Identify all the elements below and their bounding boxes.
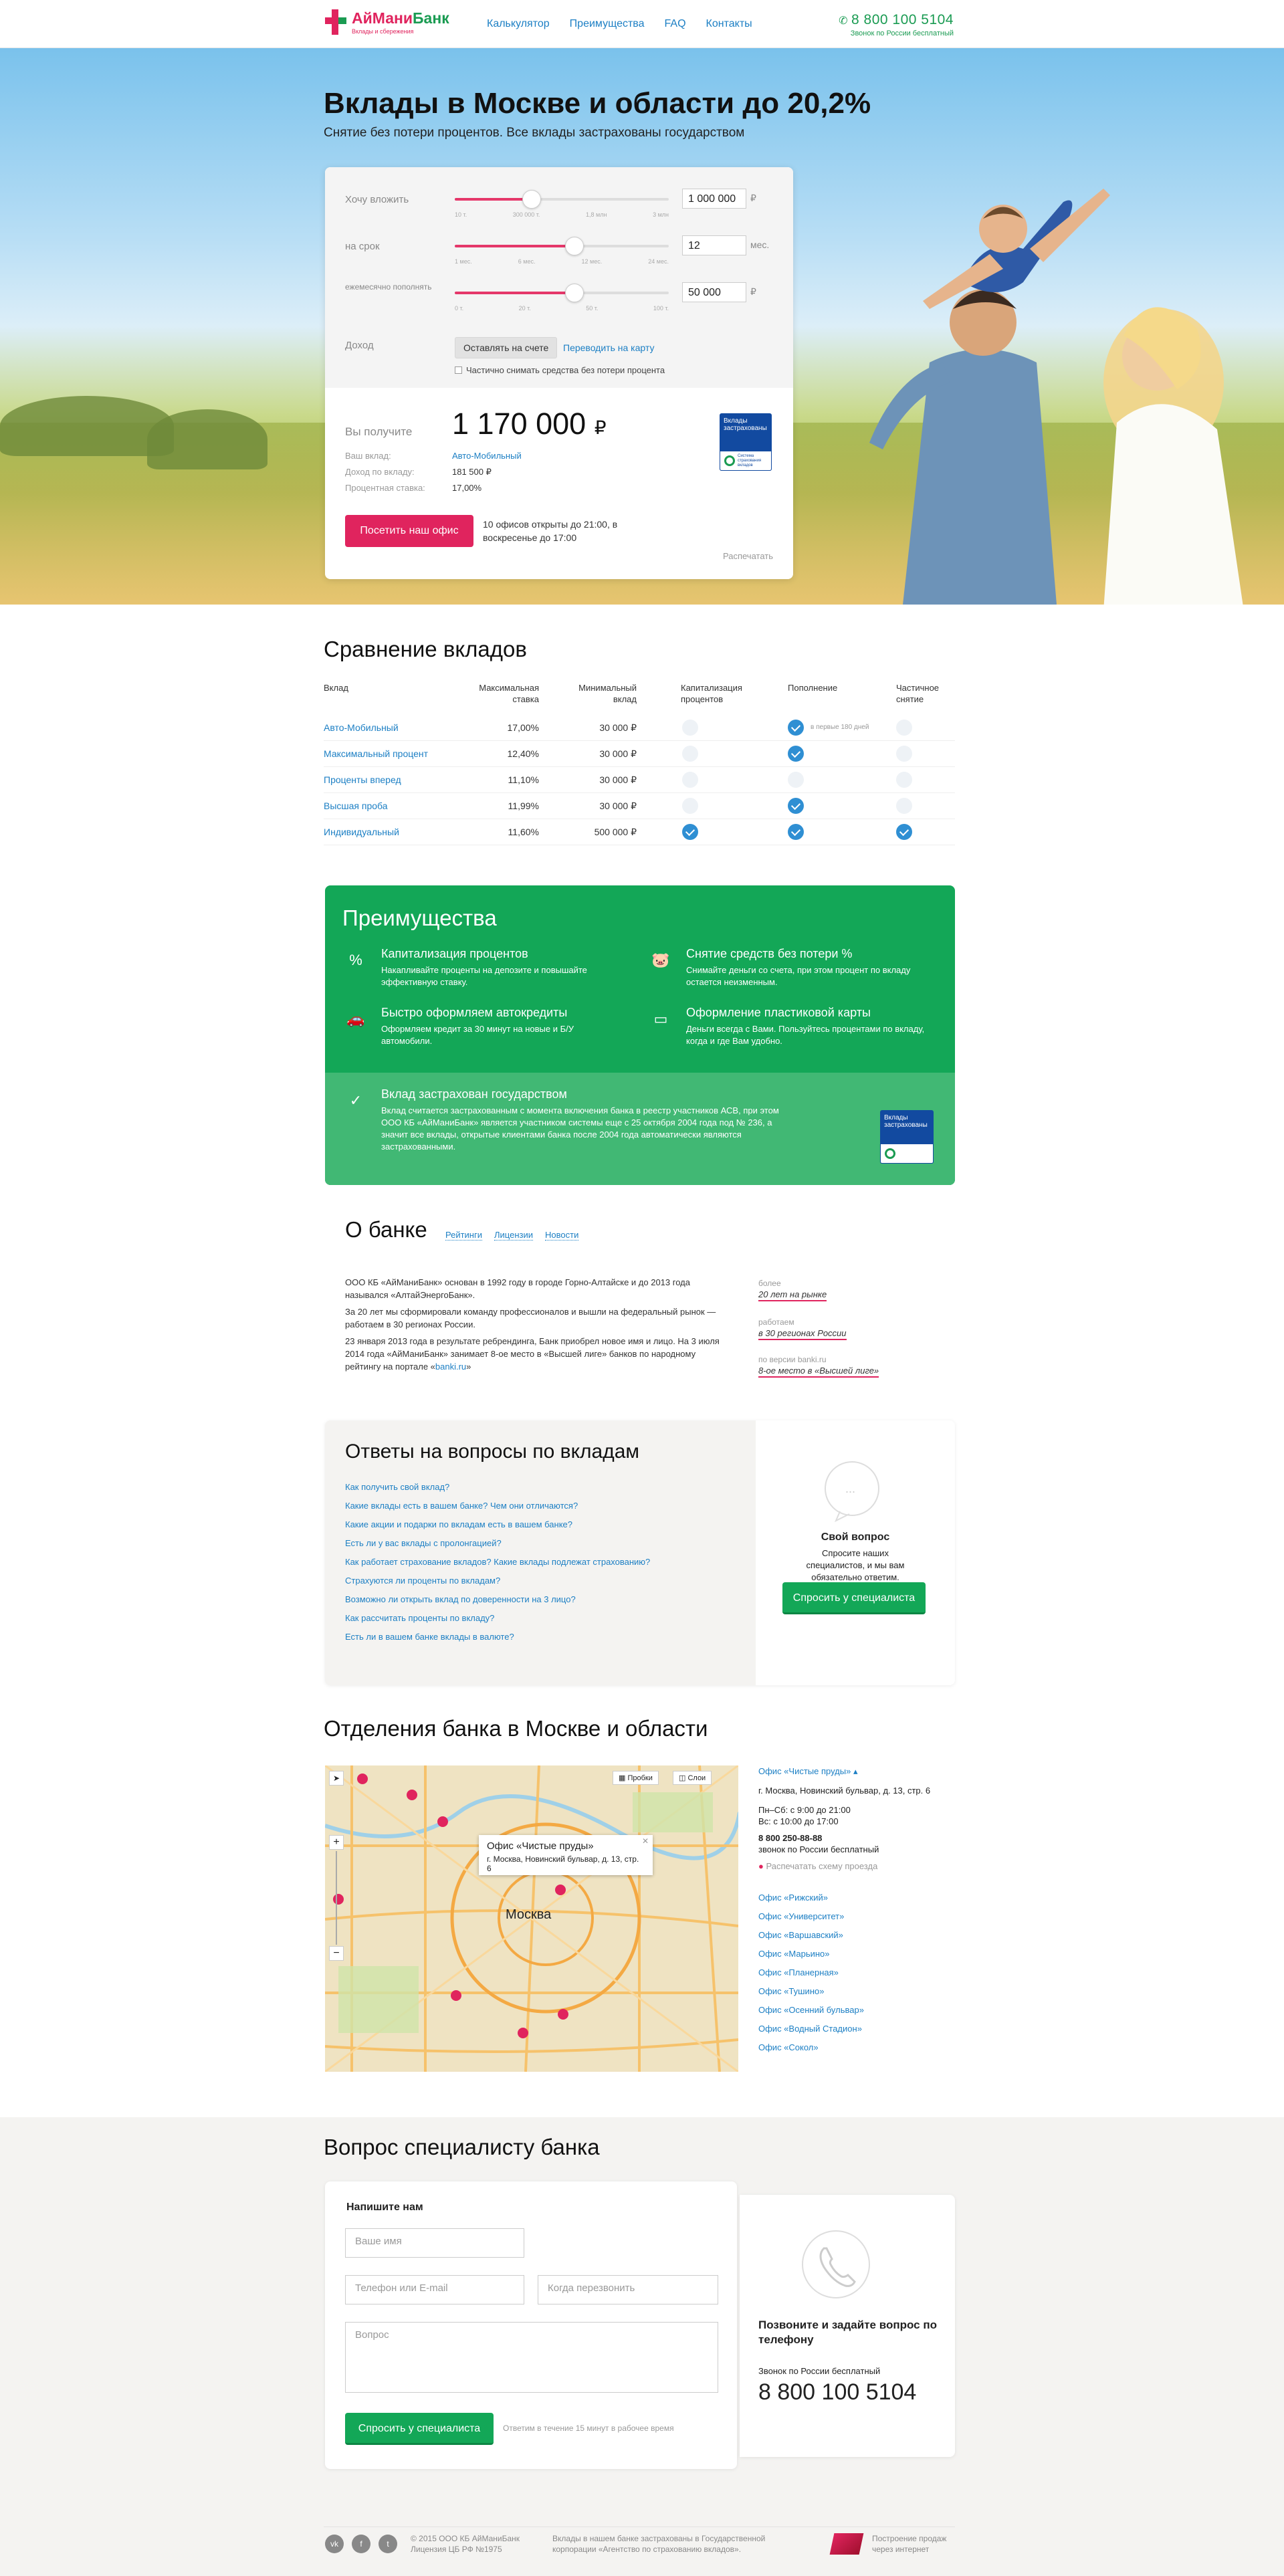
keep-on-account-button[interactable]: Оставлять на счете [455,337,557,358]
insured-badge: Вклады застрахованы [880,1110,934,1164]
print-link[interactable]: Распечатать [722,551,773,561]
office-phone: 8 800 250-88-88 [758,1833,823,1843]
popup-address: г. Москва, Новинский бульвар, д. 13, стр. 6 [487,1854,639,1873]
call-note: Звонок по России бесплатный [758,2366,881,2376]
hero-trees-2 [147,409,268,469]
branches-title: Отделения банка в Москве и области [324,1716,708,1741]
insurance-note: Вклады в нашем банке застрахованы в Государственной корпорации «Агентство по страхованию вкладов». [552,2534,766,2554]
office-link[interactable]: Офис «Осенний бульвар» [758,2005,864,2015]
phone-handset-icon [801,2230,871,2299]
col-header: Вклад [324,683,348,693]
main-nav [487,18,752,30]
call-phone[interactable]: 8 800 100 5104 [758,2379,917,2405]
deposit-name-link[interactable]: Максимальный процент [324,748,429,759]
monthly-label: ежемесячно пополнять [345,282,432,292]
about-stat: работаем в 30 регионах России [758,1317,847,1340]
map-pin [333,1894,344,1905]
benefits-block: Преимущества % Капитализация процентов Накапливайте проценты на депозите и повышайте эффективную ставку. 🐷 Снятие средств без потери % Снимайте деньги со счета, при этом процент по вкладу остается неизменным. 🚗 Быстро оформляем автокредиты Оформляем кредит за 30 минут на новые и Б/У автомобили. ▭ Оформление пластиковой карты Деньги всегда с Вами. Пользуйтесь процентами по вкладу, когда и где Вам удобно. ✓ Вклад застрахован государством Вклад считается застрахованным с момента включения банка в реестр участников АСВ, при этом ООО КБ «АйМаниБанк» является участником системы еще с 25 октября 2004 года под № 236, а значит все вклады, открытые клиентами банка после 2004 года автоматически являются застрахованными. Вклады застрахованы [325,885,955,1185]
col-header: Пополнение [788,683,838,693]
offices-note: 10 офисов открыты до 21:00, в воскресенье до 17:00 [483,519,618,543]
capitalization-icon [682,720,698,736]
office-link[interactable]: Офис «Водный Стадион» [758,2024,862,2034]
monthly-ticks: 0 т. 20 т. 50 т. 100 т. [455,305,669,312]
zoom-slider[interactable] [336,1851,337,1945]
tab-ratings[interactable]: Рейтинги [445,1230,482,1240]
compare-row [324,820,955,845]
withdraw-icon [896,798,912,814]
faq-question-link[interactable]: Страхуются ли проценты по вкладам? [345,1576,501,1586]
detail-value: 17,00% [452,483,482,493]
about-title: О банке [345,1217,427,1242]
benefits-title: Преимущества [342,905,497,930]
faq-list [345,1482,733,1650]
print-route-link[interactable]: ● Распечатать схему проезда [758,1861,878,1871]
office-link[interactable]: Офис «Университет» [758,1911,845,1921]
monthly-slider[interactable] [455,292,669,294]
twitter-icon[interactable]: t [379,2535,397,2553]
term-input[interactable]: 12 [682,235,746,255]
topup-icon [788,746,804,762]
amount-ticks: 10 т. 300 000 т. 1,8 млн 3 млн [455,211,669,218]
family-photo [802,142,1284,605]
compare-row [324,768,955,793]
tab-news[interactable]: Новости [545,1230,579,1240]
popup-title: Офис «Чистые пруды» [487,1840,594,1852]
monthly-unit: ₽ [750,286,756,297]
monthly-input[interactable]: 50 000 [682,282,746,302]
popup-close-icon[interactable]: ✕ [641,1836,649,1846]
faq-block [325,1420,955,1685]
location-pin-icon: ● [758,1861,766,1871]
branches-map[interactable] [325,1765,738,2072]
col-header: Частичное снятие [896,683,940,704]
map-city-label: Москва [506,1907,552,1922]
deposit-min: 30 000 ₽ [599,800,637,811]
layers-icon: ◫ [679,1774,688,1782]
nav-faq[interactable]: FAQ [664,18,686,29]
submit-note: Ответим в течение 15 минут в рабочее время [503,2424,674,2433]
hero-title: Вклады в Москве и области до 20,2% [324,87,871,120]
svg-text:...: ... [845,1482,856,1495]
office-link[interactable]: Офис «Варшавский» [758,1930,843,1940]
tab-licenses[interactable]: Лицензии [494,1230,533,1240]
about-paragraph: 23 января 2013 года в результате ребрендинга, Банк приобрел новое имя и лицо. На 3 июля 2014 года «АйМаниБанк» занимает 8-ое место в «Высшей лиге» банков по народному рейтингу на портале «banki.ru» [345,1336,720,1372]
deposit-min: 500 000 ₽ [594,827,637,837]
zoom-in-icon[interactable]: + [329,1835,344,1850]
capitalization-icon [682,824,698,840]
insured-badge: Вклады застрахованы Система страхования вкладов [720,413,772,471]
compare-row [324,716,955,741]
term-ticks: 1 мес. 6 мес. 12 мес. 24 мес. [455,258,669,265]
result-label: Вы получите [345,425,413,438]
question-title: Вопрос специалисту банка [324,2135,600,2159]
faq-question-link[interactable]: Какие акции и подарки по вкладам есть в вашем банке? [345,1519,572,1529]
monthly-slider-handle[interactable] [565,284,584,302]
faq-question-link[interactable]: Как получить свой вклад? [345,1482,450,1492]
amount-label: Хочу вложить [345,194,409,205]
withdraw-icon [896,772,912,788]
checkbox-icon[interactable] [455,366,462,374]
card-icon: ▭ [653,1010,668,1027]
phone-icon: ✆ [839,15,852,27]
form-title: Напишите нам [346,2202,423,2213]
about-text [345,1276,720,1377]
office-address: г. Москва, Новинский бульвар, д. 13, стр. 6 [758,1786,931,1796]
deposit-rate: 11,60% [508,827,539,837]
topup-icon [788,798,804,814]
about-tabs [445,1229,591,1241]
col-header: Капитализация процентов [681,683,742,704]
map-pin [555,1885,566,1895]
nav-contacts[interactable]: Контакты [706,18,752,29]
map-layers-button[interactable]: ◫ Слои [673,1771,712,1785]
deposit-calculator [325,167,793,579]
map-traffic-button[interactable]: ▦ Пробки [613,1771,659,1785]
faq-question-link[interactable]: Как работает страхование вкладов? Какие вклады подлежат страхованию? [345,1557,651,1567]
deposit-rate: 11,99% [508,800,539,811]
deposit-rate: 11,10% [508,774,539,785]
developer-logo[interactable] [830,2533,864,2555]
deposit-name-link[interactable]: Высшая проба [324,800,388,811]
deposit-name-link[interactable]: Индивидуальный [324,827,399,837]
contact-input[interactable]: Телефон или E-mail [345,2275,524,2304]
capitalization-icon [682,772,698,788]
hero-subtitle: Снятие без потери процентов. Все вклады застрахованы государством [324,126,745,140]
detail-key: Доход по вкладу: [345,467,415,477]
result-value: 1 170 000 ₽ [452,407,607,441]
capitalization-icon [682,746,698,762]
piggy-bank-icon: 🐷 [651,952,670,968]
office-link[interactable]: Офис «Тушино» [758,1986,825,1996]
logo-tagline: Вклады и сбережения [352,28,414,35]
submit-question-button[interactable]: Спросить у специалиста [345,2413,494,2445]
header-phone-number[interactable]: 8 800 100 5104 [851,12,954,27]
faq-title: Ответы на вопросы по вкладам [345,1440,640,1463]
banki-link[interactable]: banki.ru [435,1362,467,1372]
zoom-out-icon[interactable]: − [329,1946,344,1961]
visit-office-button[interactable]: Посетить наш офис [345,515,473,547]
own-question-title: Свой вопрос [821,1531,890,1543]
map-pin [518,2028,528,2038]
logo-cross-icon [324,8,348,36]
topup-icon [788,824,804,840]
deposit-name-link[interactable]: Проценты вперед [324,774,401,785]
office-link[interactable]: Офис «Марьино» [758,1949,830,1959]
withdraw-icon [896,746,912,762]
topup-icon [788,772,804,788]
map-popup [479,1835,653,1875]
office-link[interactable]: Офис «Рижский» [758,1893,828,1903]
deposit-min: 30 000 ₽ [599,722,637,733]
map-pin [357,1774,368,1784]
capitalization-icon [682,798,698,814]
withdraw-icon [896,720,912,736]
nav-benefits[interactable]: Преимущества [569,18,645,29]
percent-icon: % [349,952,362,968]
check-icon: ✓ [349,1092,362,1109]
deposit-min: 30 000 ₽ [599,774,637,785]
partial-withdraw-checkbox[interactable]: Частично снимать средства без потери процента [455,365,665,375]
logo-text: АйМаниБанк [352,9,449,27]
topup-icon [788,720,804,736]
developer-note[interactable]: Построение продаж через интернет [872,2534,947,2554]
map-pin [407,1790,417,1800]
car-icon: 🚗 [346,1010,365,1027]
name-input[interactable]: Ваше имя [345,2228,524,2258]
faq-question-link[interactable]: Есть ли в вашем банке вклады в валюте? [345,1632,514,1642]
about-stat: по версии banki.ru 8-ое место в «Высшей лиге» [758,1355,879,1378]
call-title: Позвоните и задайте вопрос по телефону [758,2319,937,2346]
call-block [740,2195,955,2457]
compare-title: Сравнение вкладов [324,637,527,661]
map-pin [451,1990,461,2001]
amount-unit: ₽ [750,193,756,203]
bank-logo[interactable] [324,8,449,39]
topup-note: в первые 180 дней [811,724,869,731]
amount-slider-handle[interactable] [522,190,541,209]
detail-value: 181 500 ₽ [452,467,492,477]
about-paragraph: ООО КБ «АйМаниБанк» основан в 1992 году в городе Горно-Алтайске и до 2013 года назывался «АлтайЭнергоБанк». [345,1277,690,1300]
office-hours: Вс: с 10:00 до 17:00 [758,1816,839,1826]
own-question-text: Спросите наших специалистов, и мы вам обязательно ответим. [806,1548,905,1582]
facebook-icon[interactable]: f [352,2535,370,2553]
traffic-icon: ▦ [619,1774,628,1782]
office-link[interactable]: Офис «Планерная» [758,1967,839,1977]
income-label: Доход [345,340,374,351]
faq-question-link[interactable]: Какие вклады есть в вашем банке? Чем они отличаются? [345,1501,578,1511]
question-form [325,2181,737,2469]
deposit-min: 30 000 ₽ [599,748,637,759]
faq-question-link[interactable]: Есть ли у вас вклады с пролонгацией? [345,1538,502,1548]
office-hours: Пн–Сб: с 9:00 до 21:00 [758,1805,851,1815]
office-phone-note: звонок по России бесплатный [758,1844,879,1854]
withdraw-icon [896,824,912,840]
office-details [758,1765,959,2061]
detail-deposit-link[interactable]: Авто-Мобильный [452,451,522,461]
term-unit: мес. [750,239,770,250]
deposit-name-link[interactable]: Авто-Мобильный [324,722,399,733]
ask-specialist-button[interactable]: Спросить у специалиста [782,1582,926,1614]
site-header [0,0,1284,48]
chat-bubble-icon [820,1459,884,1523]
about-stat: более 20 лет на рынке [758,1279,827,1301]
faq-question-link[interactable]: Возможно ли открыть вклад по доверенности на 3 лицо? [345,1594,576,1604]
amount-slider[interactable] [455,198,669,201]
header-phone[interactable] [839,12,954,37]
header-phone-note: Звонок по России бесплатный [850,29,954,37]
office-link[interactable]: Офис «Сокол» [758,2042,819,2052]
map-pin [558,2009,568,2020]
copyright: © 2015 ООО КБ АйМаниБанк Лицензия ЦБ РФ №1975 [411,2534,520,2554]
term-label: на срок [345,241,380,252]
col-header: Максимальная ставка [479,683,539,704]
deposit-rate: 17,00% [507,722,539,733]
compare-row [324,742,955,767]
detail-key: Процентная ставка: [345,483,425,493]
compare-row [324,794,955,819]
detail-key: Ваш вклад: [345,451,391,461]
term-slider-handle[interactable] [565,237,584,255]
vk-icon[interactable]: vk [325,2535,344,2553]
callback-time-input[interactable]: Когда перезвонить [538,2275,718,2304]
locate-icon[interactable]: ➤ [329,1771,344,1786]
faq-question-link[interactable]: Как рассчитать проценты по вкладу? [345,1613,495,1623]
deposit-rate: 12,40% [507,748,539,759]
col-header: Минимальный вклад [578,683,637,704]
transfer-to-card-link[interactable]: Переводить на карту [563,342,655,353]
about-paragraph: За 20 лет мы сформировали команду профессионалов и вышли на федеральный рынок — работаем в 30 регионах России. [345,1307,716,1329]
amount-input[interactable]: 1 000 000 [682,189,746,209]
active-office-link[interactable]: Офис «Чистые пруды» ▴ [758,1766,858,1776]
nav-calculator[interactable]: Калькулятор [487,18,550,29]
question-textarea[interactable]: Вопрос [345,2322,718,2393]
term-slider[interactable] [455,245,669,247]
office-list [758,1893,959,2052]
map-pin [437,1816,448,1827]
